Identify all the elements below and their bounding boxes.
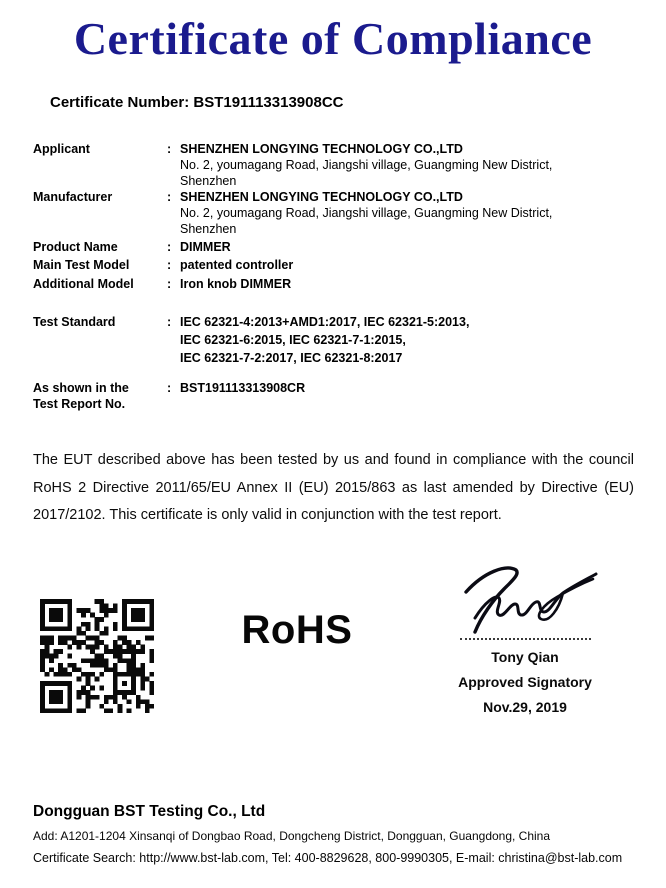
additional-model-label: Additional Model <box>33 277 134 291</box>
signatory-role: Approved Signatory <box>458 674 592 690</box>
footer-company: Dongguan BST Testing Co., Ltd <box>33 803 266 820</box>
manufacturer-address-line2: Shenzhen <box>180 222 237 236</box>
rohs-logo: RoHS <box>241 608 353 652</box>
certificate-number-label: Certificate Number: <box>50 94 190 111</box>
test-report-label-line2: Test Report No. <box>33 397 126 411</box>
signature-dotted-line <box>460 622 591 640</box>
product-name-row <box>33 239 645 255</box>
test-standard-label: Test Standard <box>33 315 116 329</box>
manufacturer-address-line1: No. 2, youmagang Road, Jiangshi village, Guangming New District, <box>180 206 553 220</box>
certificate-title: Certificate of Compliance <box>73 13 593 64</box>
additional-model-row <box>33 276 645 292</box>
product-name-label: Product Name <box>33 240 118 254</box>
test-report-label <box>33 380 167 412</box>
signature-date: Nov.29, 2019 <box>483 699 567 715</box>
additional-model-value: Iron knob DIMMER <box>180 277 292 291</box>
test-report-value: BST191113313908CR <box>180 381 306 395</box>
product-name-value: DIMMER <box>180 240 231 254</box>
applicant-address-line2: Shenzhen <box>180 174 237 188</box>
qr-code-icon <box>40 599 154 713</box>
test-report-row <box>33 380 645 412</box>
applicant-name: SHENZHEN LONGYING TECHNOLOGY CO.,LTD <box>180 142 463 156</box>
manufacturer-row <box>33 189 645 237</box>
field-colon: : <box>167 190 172 204</box>
field-colon: : <box>167 142 172 156</box>
manufacturer-name: SHENZHEN LONGYING TECHNOLOGY CO.,LTD <box>180 190 463 204</box>
test-standard-line1: IEC 62321-4:2013+AMD1:2017, IEC 62321-5:2013, <box>180 315 470 329</box>
certificate-number <box>50 94 344 111</box>
field-colon: : <box>167 258 172 272</box>
main-test-model-label: Main Test Model <box>33 258 130 272</box>
manufacturer-label: Manufacturer <box>33 190 113 204</box>
field-colon: : <box>167 277 172 291</box>
test-standard-row <box>33 313 645 367</box>
manufacturer-value <box>180 189 552 237</box>
signatory-name: Tony Qian <box>491 649 559 665</box>
main-test-model-value: patented controller <box>180 258 294 272</box>
main-test-model-row <box>33 257 645 273</box>
footer-address: Add: A1201-1204 Xinsanqi of Dongbao Road, Dongcheng District, Dongguan, Guangdong, China <box>33 829 551 843</box>
field-colon: : <box>167 381 172 395</box>
test-standard-line2: IEC 62321-6:2015, IEC 62321-7-1:2015, <box>180 333 406 347</box>
applicant-value <box>180 141 552 189</box>
field-colon: : <box>167 315 172 329</box>
test-report-label-line1: As shown in the <box>33 381 129 395</box>
footer-contact: Certificate Search: http://www.bst-lab.com, Tel: 400-8829628, 800-9990305, E-mail: christina@bst-lab.com <box>33 851 623 865</box>
test-standard-line3: IEC 62321-7-2:2017, IEC 62321-8:2017 <box>180 351 403 365</box>
applicant-label: Applicant <box>33 142 90 156</box>
certificate-number-value: BST191113313908CC <box>193 94 344 111</box>
test-standard-value <box>180 313 469 367</box>
field-colon: : <box>167 240 172 254</box>
applicant-address-line1: No. 2, youmagang Road, Jiangshi village, Guangming New District, <box>180 158 553 172</box>
applicant-row <box>33 141 645 189</box>
compliance-statement: The EUT described above has been tested by us and found in compliance with the council RoHS 2 Directive 2011/65/EU Annex II (EU) 2015/863 as last amended by Directive (EU) 2017/2102. This certificate is only valid in conjunction with the test report. <box>33 452 634 523</box>
